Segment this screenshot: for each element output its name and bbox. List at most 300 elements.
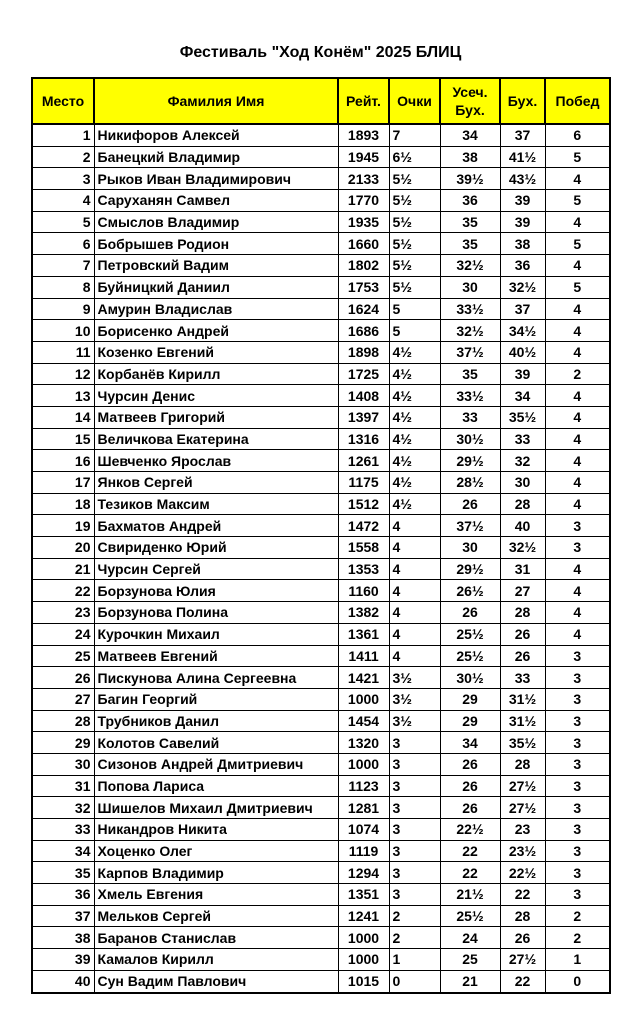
cell-buchholz: 36	[500, 255, 545, 277]
cell-name: Бобрышев Родион	[94, 233, 338, 255]
cell-name: Сун Вадим Павлович	[94, 970, 338, 992]
cell-cut-buchholz: 26	[440, 753, 500, 775]
table-row	[32, 645, 610, 667]
cell-points: 4	[389, 558, 440, 580]
table-row	[32, 862, 610, 884]
cell-name: Карпов Владимир	[94, 862, 338, 884]
cell-place: 27	[32, 688, 94, 710]
cell-buchholz: 34	[500, 385, 545, 407]
cell-points: 3	[389, 884, 440, 906]
cell-name: Борзунова Юлия	[94, 580, 338, 602]
cell-points: 6½	[389, 146, 440, 168]
table-row	[32, 276, 610, 298]
cell-name: Саруханян Самвел	[94, 190, 338, 212]
cell-rating: 1421	[338, 667, 389, 689]
cell-place: 25	[32, 645, 94, 667]
cell-place: 28	[32, 710, 94, 732]
cell-points: 4	[389, 602, 440, 624]
cell-rating: 1686	[338, 320, 389, 342]
header-rating: Рейт.	[338, 78, 389, 124]
cell-points: 4½	[389, 385, 440, 407]
cell-points: 3	[389, 732, 440, 754]
cell-wins: 3	[545, 688, 610, 710]
cell-points: 3	[389, 797, 440, 819]
cell-name: Никифоров Алексей	[94, 124, 338, 146]
cell-wins: 5	[545, 233, 610, 255]
cell-points: 3	[389, 775, 440, 797]
cell-cut-buchholz: 22½	[440, 819, 500, 841]
cell-rating: 1160	[338, 580, 389, 602]
cell-place: 40	[32, 970, 94, 992]
cell-place: 8	[32, 276, 94, 298]
table-row	[32, 819, 610, 841]
cell-cut-buchholz: 26	[440, 797, 500, 819]
cell-points: 4½	[389, 341, 440, 363]
cell-wins: 4	[545, 341, 610, 363]
cell-buchholz: 27	[500, 580, 545, 602]
header-wins: Побед	[545, 78, 610, 124]
cell-cut-buchholz: 35	[440, 211, 500, 233]
cell-points: 3½	[389, 710, 440, 732]
cell-rating: 1320	[338, 732, 389, 754]
cell-rating: 1353	[338, 558, 389, 580]
cell-place: 21	[32, 558, 94, 580]
cell-points: 4½	[389, 406, 440, 428]
cell-name: Петровский Вадим	[94, 255, 338, 277]
cell-points: 5	[389, 298, 440, 320]
table-row	[32, 320, 610, 342]
cell-buchholz: 31½	[500, 710, 545, 732]
cell-rating: 1558	[338, 537, 389, 559]
cell-points: 5½	[389, 168, 440, 190]
cell-place: 17	[32, 472, 94, 494]
cell-buchholz: 32½	[500, 276, 545, 298]
table-row	[32, 168, 610, 190]
cell-rating: 1294	[338, 862, 389, 884]
cell-place: 1	[32, 124, 94, 146]
cell-rating: 1000	[338, 927, 389, 949]
table-row	[32, 580, 610, 602]
table-row	[32, 146, 610, 168]
cell-buchholz: 32½	[500, 537, 545, 559]
cell-wins: 1	[545, 949, 610, 971]
table-row	[32, 949, 610, 971]
cell-buchholz: 38	[500, 233, 545, 255]
cell-wins: 4	[545, 428, 610, 450]
cell-cut-buchholz: 25	[440, 949, 500, 971]
cell-wins: 4	[545, 211, 610, 233]
cell-buchholz: 43½	[500, 168, 545, 190]
cell-cut-buchholz: 21½	[440, 884, 500, 906]
cell-cut-buchholz: 37½	[440, 515, 500, 537]
cell-name: Борисенко Андрей	[94, 320, 338, 342]
cell-rating: 1770	[338, 190, 389, 212]
cell-cut-buchholz: 35	[440, 363, 500, 385]
cell-rating: 1624	[338, 298, 389, 320]
cell-wins: 4	[545, 168, 610, 190]
cell-points: 4½	[389, 472, 440, 494]
table-row	[32, 493, 610, 515]
table-row	[32, 190, 610, 212]
cell-rating: 1000	[338, 753, 389, 775]
cell-name: Мельков Сергей	[94, 905, 338, 927]
cell-rating: 1397	[338, 406, 389, 428]
cell-name: Пискунова Алина Сергеевна	[94, 667, 338, 689]
cell-name: Колотов Савелий	[94, 732, 338, 754]
cell-wins: 3	[545, 515, 610, 537]
table-row	[32, 537, 610, 559]
cell-points: 4	[389, 623, 440, 645]
table-row	[32, 472, 610, 494]
table-row	[32, 406, 610, 428]
cell-name: Банецкий Владимир	[94, 146, 338, 168]
cell-buchholz: 28	[500, 493, 545, 515]
cell-name: Попова Лариса	[94, 775, 338, 797]
cell-wins: 3	[545, 732, 610, 754]
cell-points: 5½	[389, 211, 440, 233]
cell-wins: 4	[545, 472, 610, 494]
cell-rating: 1893	[338, 124, 389, 146]
header-name: Фамилия Имя	[94, 78, 338, 124]
cell-cut-buchholz: 28½	[440, 472, 500, 494]
cell-buchholz: 35½	[500, 406, 545, 428]
cell-name: Хмель Евгения	[94, 884, 338, 906]
cell-cut-buchholz: 30½	[440, 428, 500, 450]
cell-place: 22	[32, 580, 94, 602]
cell-cut-buchholz: 26	[440, 493, 500, 515]
cell-wins: 3	[545, 775, 610, 797]
table-row	[32, 255, 610, 277]
table-row	[32, 341, 610, 363]
cell-points: 4	[389, 515, 440, 537]
cell-buchholz: 27½	[500, 775, 545, 797]
table-row	[32, 688, 610, 710]
cell-wins: 5	[545, 276, 610, 298]
cell-wins: 3	[545, 537, 610, 559]
table-row	[32, 558, 610, 580]
cell-points: 7	[389, 124, 440, 146]
cell-place: 14	[32, 406, 94, 428]
cell-points: 5½	[389, 276, 440, 298]
cell-cut-buchholz: 30	[440, 276, 500, 298]
cell-buchholz: 27½	[500, 949, 545, 971]
cell-points: 3½	[389, 688, 440, 710]
cell-points: 1	[389, 949, 440, 971]
cell-rating: 1512	[338, 493, 389, 515]
cell-points: 4½	[389, 450, 440, 472]
cell-rating: 1725	[338, 363, 389, 385]
cell-buchholz: 32	[500, 450, 545, 472]
cell-name: Корбанёв Кирилл	[94, 363, 338, 385]
cell-wins: 3	[545, 667, 610, 689]
cell-cut-buchholz: 37½	[440, 341, 500, 363]
cell-points: 5½	[389, 190, 440, 212]
cell-buchholz: 40	[500, 515, 545, 537]
cell-buchholz: 28	[500, 753, 545, 775]
table-row	[32, 927, 610, 949]
cell-place: 6	[32, 233, 94, 255]
cell-name: Матвеев Евгений	[94, 645, 338, 667]
cell-place: 18	[32, 493, 94, 515]
cell-place: 37	[32, 905, 94, 927]
cell-points: 3	[389, 819, 440, 841]
table-header	[32, 78, 610, 124]
cell-buchholz: 28	[500, 905, 545, 927]
cell-cut-buchholz: 25½	[440, 645, 500, 667]
cell-rating: 2133	[338, 168, 389, 190]
cell-rating: 1261	[338, 450, 389, 472]
cell-cut-buchholz: 25½	[440, 905, 500, 927]
cell-name: Курочкин Михаил	[94, 623, 338, 645]
cell-points: 4½	[389, 493, 440, 515]
cell-place: 9	[32, 298, 94, 320]
header-points: Очки	[389, 78, 440, 124]
cell-name: Сизонов Андрей Дмитриевич	[94, 753, 338, 775]
cell-points: 3	[389, 753, 440, 775]
cell-cut-buchholz: 22	[440, 862, 500, 884]
cell-wins: 4	[545, 450, 610, 472]
cell-cut-buchholz: 33	[440, 406, 500, 428]
cell-buchholz: 22½	[500, 862, 545, 884]
cell-cut-buchholz: 24	[440, 927, 500, 949]
cell-place: 32	[32, 797, 94, 819]
cell-points: 4	[389, 537, 440, 559]
cell-place: 39	[32, 949, 94, 971]
cell-cut-buchholz: 34	[440, 124, 500, 146]
cell-wins: 3	[545, 753, 610, 775]
cell-wins: 3	[545, 862, 610, 884]
cell-cut-buchholz: 25½	[440, 623, 500, 645]
cell-points: 3	[389, 862, 440, 884]
cell-buchholz: 26	[500, 927, 545, 949]
cell-rating: 1351	[338, 884, 389, 906]
cell-cut-buchholz: 22	[440, 840, 500, 862]
cell-cut-buchholz: 29½	[440, 558, 500, 580]
cell-cut-buchholz: 26	[440, 775, 500, 797]
cell-wins: 4	[545, 580, 610, 602]
cell-rating: 1935	[338, 211, 389, 233]
cell-place: 30	[32, 753, 94, 775]
cell-name: Тезиков Максим	[94, 493, 338, 515]
cell-name: Смыслов Владимир	[94, 211, 338, 233]
cell-buchholz: 23½	[500, 840, 545, 862]
cell-wins: 4	[545, 493, 610, 515]
cell-wins: 3	[545, 797, 610, 819]
cell-buchholz: 37	[500, 124, 545, 146]
cell-place: 19	[32, 515, 94, 537]
cell-name: Никандров Никита	[94, 819, 338, 841]
table-row	[32, 363, 610, 385]
cell-wins: 4	[545, 385, 610, 407]
cell-points: 5½	[389, 233, 440, 255]
cell-buchholz: 39	[500, 363, 545, 385]
cell-buchholz: 23	[500, 819, 545, 841]
cell-wins: 4	[545, 298, 610, 320]
cell-wins: 4	[545, 320, 610, 342]
header-buchholz: Бух.	[500, 78, 545, 124]
cell-place: 36	[32, 884, 94, 906]
header-place: Место	[32, 78, 94, 124]
cell-rating: 1472	[338, 515, 389, 537]
cell-buchholz: 33	[500, 667, 545, 689]
cell-place: 20	[32, 537, 94, 559]
cell-wins: 3	[545, 884, 610, 906]
table-row	[32, 385, 610, 407]
cell-rating: 1753	[338, 276, 389, 298]
cell-place: 38	[32, 927, 94, 949]
cell-rating: 1411	[338, 645, 389, 667]
table-row	[32, 298, 610, 320]
cell-place: 26	[32, 667, 94, 689]
cell-place: 23	[32, 602, 94, 624]
cell-buchholz: 34½	[500, 320, 545, 342]
cell-rating: 1000	[338, 949, 389, 971]
cell-points: 5½	[389, 255, 440, 277]
cell-cut-buchholz: 38	[440, 146, 500, 168]
table-row	[32, 211, 610, 233]
cell-buchholz: 37	[500, 298, 545, 320]
cell-buchholz: 30	[500, 472, 545, 494]
cell-place: 4	[32, 190, 94, 212]
cell-rating: 1241	[338, 905, 389, 927]
cell-rating: 1074	[338, 819, 389, 841]
cell-name: Трубников Данил	[94, 710, 338, 732]
cell-rating: 1015	[338, 970, 389, 992]
cell-cut-buchholz: 26	[440, 602, 500, 624]
cell-buchholz: 26	[500, 645, 545, 667]
table-body	[32, 124, 610, 993]
document-title: Фестиваль "Ход Конём" 2025 БЛИЦ	[179, 44, 462, 61]
cell-points: 2	[389, 927, 440, 949]
cell-rating: 1898	[338, 341, 389, 363]
cell-name: Матвеев Григорий	[94, 406, 338, 428]
cell-place: 31	[32, 775, 94, 797]
table-row	[32, 428, 610, 450]
table-row	[32, 450, 610, 472]
cell-buchholz: 39	[500, 190, 545, 212]
cell-cut-buchholz: 30½	[440, 667, 500, 689]
cell-cut-buchholz: 30	[440, 537, 500, 559]
table-row	[32, 124, 610, 146]
cell-cut-buchholz: 29	[440, 710, 500, 732]
cell-place: 10	[32, 320, 94, 342]
cell-wins: 0	[545, 970, 610, 992]
cell-buchholz: 31	[500, 558, 545, 580]
cell-points: 4	[389, 580, 440, 602]
cell-name: Козенко Евгений	[94, 341, 338, 363]
cell-name: Шишелов Михаил Дмитриевич	[94, 797, 338, 819]
table-row	[32, 797, 610, 819]
cell-rating: 1408	[338, 385, 389, 407]
cell-rating: 1000	[338, 688, 389, 710]
table-row	[32, 623, 610, 645]
cell-wins: 2	[545, 905, 610, 927]
cell-rating: 1382	[338, 602, 389, 624]
cell-name: Чурсин Денис	[94, 385, 338, 407]
cell-cut-buchholz: 33½	[440, 385, 500, 407]
cell-name: Чурсин Сергей	[94, 558, 338, 580]
cell-wins: 3	[545, 840, 610, 862]
cell-rating: 1316	[338, 428, 389, 450]
table-row	[32, 732, 610, 754]
cell-buchholz: 33	[500, 428, 545, 450]
table-row	[32, 840, 610, 862]
table-row	[32, 602, 610, 624]
cell-place: 29	[32, 732, 94, 754]
cell-cut-buchholz: 32½	[440, 320, 500, 342]
table-row	[32, 970, 610, 992]
cell-place: 12	[32, 363, 94, 385]
cell-name: Борзунова Полина	[94, 602, 338, 624]
table-row	[32, 905, 610, 927]
cell-place: 2	[32, 146, 94, 168]
cell-place: 35	[32, 862, 94, 884]
cell-name: Хоценко Олег	[94, 840, 338, 862]
cell-place: 5	[32, 211, 94, 233]
cell-points: 3½	[389, 667, 440, 689]
cell-name: Величкова Екатерина	[94, 428, 338, 450]
cell-rating: 1119	[338, 840, 389, 862]
header-row	[32, 78, 610, 124]
cell-place: 16	[32, 450, 94, 472]
table-row	[32, 775, 610, 797]
cell-cut-buchholz: 35	[440, 233, 500, 255]
cell-name: Бахматов Андрей	[94, 515, 338, 537]
cell-cut-buchholz: 36	[440, 190, 500, 212]
cell-cut-buchholz: 26½	[440, 580, 500, 602]
table-row	[32, 710, 610, 732]
table-row	[32, 667, 610, 689]
cell-place: 11	[32, 341, 94, 363]
header-cut-buchholz	[440, 78, 500, 124]
table-row	[32, 515, 610, 537]
cell-buchholz: 22	[500, 970, 545, 992]
cell-wins: 3	[545, 645, 610, 667]
cell-name: Свириденко Юрий	[94, 537, 338, 559]
cell-buchholz: 40½	[500, 341, 545, 363]
cell-cut-buchholz: 33½	[440, 298, 500, 320]
cell-wins: 2	[545, 927, 610, 949]
cell-cut-buchholz: 32½	[440, 255, 500, 277]
cell-buchholz: 31½	[500, 688, 545, 710]
cell-rating: 1945	[338, 146, 389, 168]
header-cut-buchholz-label: Усеч. Бух.	[452, 84, 488, 118]
standings-table	[31, 77, 611, 994]
cell-cut-buchholz: 29½	[440, 450, 500, 472]
cell-wins: 5	[545, 190, 610, 212]
cell-wins: 3	[545, 710, 610, 732]
cell-points: 5	[389, 320, 440, 342]
cell-cut-buchholz: 29	[440, 688, 500, 710]
cell-name: Багин Георгий	[94, 688, 338, 710]
cell-rating: 1454	[338, 710, 389, 732]
cell-buchholz: 27½	[500, 797, 545, 819]
cell-name: Буйницкий Даниил	[94, 276, 338, 298]
cell-place: 24	[32, 623, 94, 645]
cell-buchholz: 35½	[500, 732, 545, 754]
cell-place: 7	[32, 255, 94, 277]
cell-wins: 4	[545, 558, 610, 580]
cell-place: 13	[32, 385, 94, 407]
cell-points: 3	[389, 840, 440, 862]
cell-wins: 6	[545, 124, 610, 146]
cell-place: 34	[32, 840, 94, 862]
cell-place: 15	[32, 428, 94, 450]
cell-wins: 4	[545, 255, 610, 277]
cell-buchholz: 26	[500, 623, 545, 645]
cell-rating: 1281	[338, 797, 389, 819]
cell-place: 33	[32, 819, 94, 841]
